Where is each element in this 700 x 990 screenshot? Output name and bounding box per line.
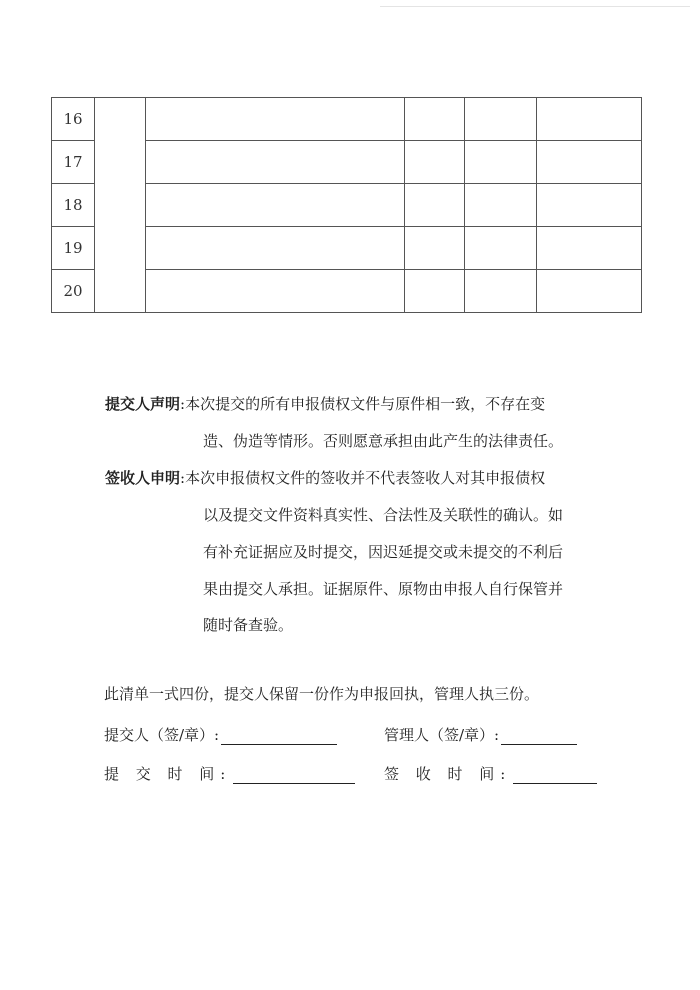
table-cell xyxy=(537,227,642,270)
table-row xyxy=(52,98,642,141)
scan-edge-line xyxy=(380,6,690,7)
submitter-declaration-label: 提交人声明 xyxy=(105,395,181,413)
blank-column-cell xyxy=(95,141,146,184)
submit-time-label: 提 交 时 间: xyxy=(104,765,232,783)
blank-column-cell xyxy=(95,98,146,141)
declaration-text: 随时备查验。 xyxy=(203,616,294,634)
declaration-text: 以及提交文件资料真实性、合法性及关联性的确认。如 xyxy=(203,506,564,524)
receiver-declaration-line-4 xyxy=(203,578,563,599)
table-row xyxy=(52,141,642,184)
table-cell xyxy=(537,184,642,227)
table-cell xyxy=(146,98,405,141)
row-number: 17 xyxy=(52,141,95,184)
declaration-text: 本次申报债权文件的签收并不代表签收人对其申报债权 xyxy=(185,469,546,487)
submit-time-blank[interactable] xyxy=(233,767,355,784)
table-cell xyxy=(146,270,405,313)
table-cell xyxy=(405,98,465,141)
row-number: 19 xyxy=(52,227,95,270)
receiver-declaration-line-2 xyxy=(203,504,563,525)
table-cell xyxy=(405,227,465,270)
table-row xyxy=(52,227,642,270)
declaration-text: 有补充证据应及时提交，因迟延提交或未提交的不利后 xyxy=(203,543,564,561)
table-cell xyxy=(465,184,537,227)
receive-time-label: 签 收 时 间: xyxy=(384,765,512,783)
table-cell xyxy=(465,141,537,184)
row-number: 20 xyxy=(52,270,95,313)
receiver-declaration-line-3 xyxy=(203,541,563,562)
blank-column-cell xyxy=(95,227,146,270)
manager-signature-label: 管理人（签/章）: xyxy=(384,726,500,744)
table-cell xyxy=(146,184,405,227)
manager-signature-row xyxy=(384,724,577,745)
table-cell xyxy=(465,270,537,313)
declaration-text: 果由提交人承担。证据原件、原物由申报人自行保管并 xyxy=(203,580,564,598)
table-cell xyxy=(405,270,465,313)
blank-column-cell xyxy=(95,184,146,227)
receiver-declaration-label: 签收人申明 xyxy=(105,469,181,487)
manager-signature-blank[interactable] xyxy=(501,728,577,745)
label-colon: : xyxy=(180,395,186,413)
table-cell xyxy=(465,98,537,141)
table-cell xyxy=(465,227,537,270)
submitter-signature-label: 提交人（签/章）: xyxy=(104,726,220,744)
submitter-declaration-line-2 xyxy=(203,430,563,451)
table-cell xyxy=(405,184,465,227)
declaration-text: 造、伪造等情形。否则愿意承担由此产生的法律责任。 xyxy=(203,432,564,450)
submitter-declaration-line-1 xyxy=(105,393,545,414)
receiver-declaration-line-5 xyxy=(203,614,293,635)
table-cell xyxy=(146,227,405,270)
table-cell xyxy=(537,270,642,313)
submitter-signature-blank[interactable] xyxy=(221,728,337,745)
row-number: 16 xyxy=(52,98,95,141)
table-cell xyxy=(405,141,465,184)
submit-time-row xyxy=(104,763,355,784)
receive-time-row xyxy=(384,763,597,784)
row-number: 18 xyxy=(52,184,95,227)
declaration-text: 本次提交的所有申报债权文件与原件相一致，不存在变 xyxy=(185,395,546,413)
table-cell xyxy=(537,98,642,141)
claims-table xyxy=(51,97,642,313)
receiver-declaration-line-1 xyxy=(105,467,545,488)
label-colon: : xyxy=(180,469,186,487)
submitter-signature-row xyxy=(104,724,337,745)
receive-time-blank[interactable] xyxy=(513,767,597,784)
copies-note: 此清单一式四份，提交人保留一份作为申报回执，管理人执三份。 xyxy=(104,685,540,703)
table-cell xyxy=(146,141,405,184)
blank-column-cell xyxy=(95,270,146,313)
table-row xyxy=(52,184,642,227)
table-row xyxy=(52,270,642,313)
table-cell xyxy=(537,141,642,184)
